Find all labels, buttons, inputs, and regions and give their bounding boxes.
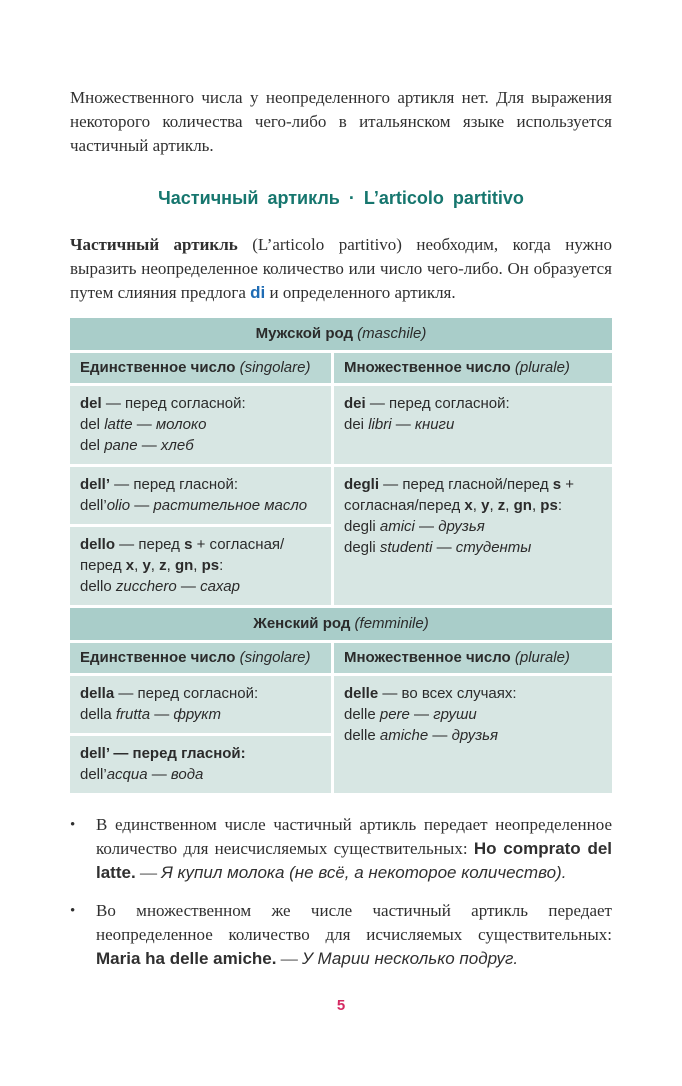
bullet-list — [70, 813, 612, 971]
table-subheader-singular-m: Единственное число (singolare) — [70, 353, 331, 383]
table-cell-dell-m: dell’ — перед гласной: dell’olio — растительное масло — [70, 467, 331, 524]
bullet-text-singular: В единственном числе частичный артикль передает неопределенное количество для неисчисляемых существительных: Ho comprato del latte. — Я купил молока (не всё, а некоторое количество). — [96, 815, 613, 882]
table-section-header-feminine: Женский род (femminile) — [70, 608, 612, 640]
page-content — [70, 86, 612, 971]
book-page — [0, 86, 682, 1086]
bullet-item — [70, 813, 612, 885]
table-subheader-plural-f: Множественное число (plurale) — [334, 643, 612, 673]
bullet-marker: • — [70, 903, 76, 919]
partitive-article-table — [70, 318, 612, 793]
table-cell-dei: dei — перед согласной: dei libri — книги — [334, 386, 612, 464]
table-cell-dello: dello — перед s + согласная/ перед x, y, z, gn, ps: dello zucchero — сахар — [70, 527, 331, 605]
table-cell-degli: degli — перед гласной/перед s + согласная/перед x, y, z, gn, ps: degli amici — друзья degli studenti — студенты — [334, 467, 612, 605]
table-cell-dell-f: dell’ — перед гласной: dell’acqua — вода — [70, 736, 331, 793]
page-number: 5 — [336, 997, 346, 1014]
table-section-header-masculine: Мужской род (maschile) — [70, 318, 612, 350]
intro-paragraph: Множественного числа у неопределенного артикля нет. Для выражения некоторого количества чего-либо в итальянском языке используется частичный артикль. — [70, 88, 612, 155]
table-cell-delle: delle — во всех случаях: delle pere — груши delle amiche — друзья — [334, 676, 612, 793]
bullet-item — [70, 899, 612, 971]
definition-paragraph: Частичный артикль (L’articolo partitivo) необходим, когда нужно выразить неопределенное количество или число чего-либо. Он образуется путем слияния предлога di и определенного артикля. — [70, 235, 612, 302]
table-cell-del: del — перед согласной: del latte — молоко del pane — хлеб — [70, 386, 331, 464]
table-subheader-plural-m: Множественное число (plurale) — [334, 353, 612, 383]
section-heading: Частичный артикль · L’articolo partitivo — [158, 188, 524, 208]
table-cell-della: della — перед согласной: della frutta — фрукт — [70, 676, 331, 733]
bullet-marker: • — [70, 817, 76, 833]
bullet-text-plural: Во множественном же числе частичный артикль передает неопределенное количество для исчисляемых существительных: Maria ha delle amiche. — У Марии несколько подруг. — [96, 901, 612, 968]
table-subheader-singular-f: Единственное число (singolare) — [70, 643, 331, 673]
